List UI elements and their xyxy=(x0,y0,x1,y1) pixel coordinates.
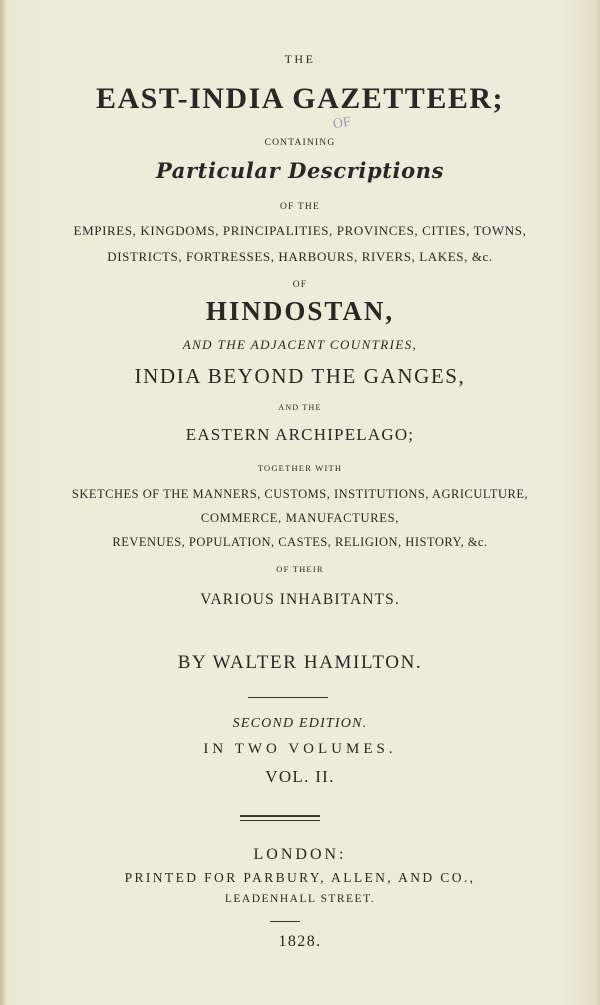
various-inhabitants-line: VARIOUS INHABITANTS. xyxy=(200,591,400,608)
short-rule xyxy=(248,697,328,698)
place-line: LONDON: xyxy=(253,846,347,863)
hindostan-heading: HINDOSTAN, xyxy=(205,296,395,326)
street-line: LEADENHALL STREET. xyxy=(224,893,376,905)
volume-number: VOL. II. xyxy=(265,767,335,786)
subjects-line-1: EMPIRES, KINGDOMS, PRINCIPALITIES, PROVINCES, CITIES, TOWNS, xyxy=(73,223,527,238)
of-their-label: OF THEIR xyxy=(276,564,324,574)
containing-label: CONTAINING xyxy=(264,138,336,148)
sketches-line-1: SKETCHES OF THE MANNERS, CUSTOMS, INSTITUTIONS, AGRICULTURE, xyxy=(71,487,529,501)
adjacent-countries-line: AND THE ADJACENT COUNTRIES, xyxy=(182,337,418,352)
double-rule-bottom xyxy=(240,820,320,821)
eastern-archipelago-heading: EASTERN ARCHIPELAGO; xyxy=(185,425,415,444)
of-the-label: OF THE xyxy=(279,202,320,212)
printer-line: PRINTED FOR PARBURY, ALLEN, AND CO., xyxy=(124,870,476,885)
sketches-line-2: COMMERCE, MANUFACTURES, xyxy=(200,511,400,525)
year-line: 1828. xyxy=(278,933,322,950)
the-label: THE xyxy=(284,52,316,66)
gothic-subtitle: Particular Descriptions xyxy=(155,158,445,183)
of-label: OF xyxy=(292,280,308,290)
subjects-line-2: DISTRICTS, FORTRESSES, HARBOURS, RIVERS, LAKES, &c. xyxy=(107,249,493,264)
edition-line: SECOND EDITION. xyxy=(232,716,368,731)
together-with-label: TOGETHER WITH xyxy=(257,463,343,473)
india-beyond-heading: INDIA BEYOND THE GANGES, xyxy=(134,364,466,388)
author-line: BY WALTER HAMILTON. xyxy=(177,652,423,673)
faded-stamp-mark: OF xyxy=(331,114,352,133)
double-rule-top xyxy=(240,815,320,817)
main-title: EAST-INDIA GAZETTEER; xyxy=(95,82,504,115)
volumes-line: IN TWO VOLUMES. xyxy=(203,741,397,757)
sketches-line-3: REVENUES, POPULATION, CASTES, RELIGION, HISTORY, &c. xyxy=(112,535,488,549)
and-the-label: AND THE xyxy=(278,403,322,412)
year-rule xyxy=(270,921,300,922)
